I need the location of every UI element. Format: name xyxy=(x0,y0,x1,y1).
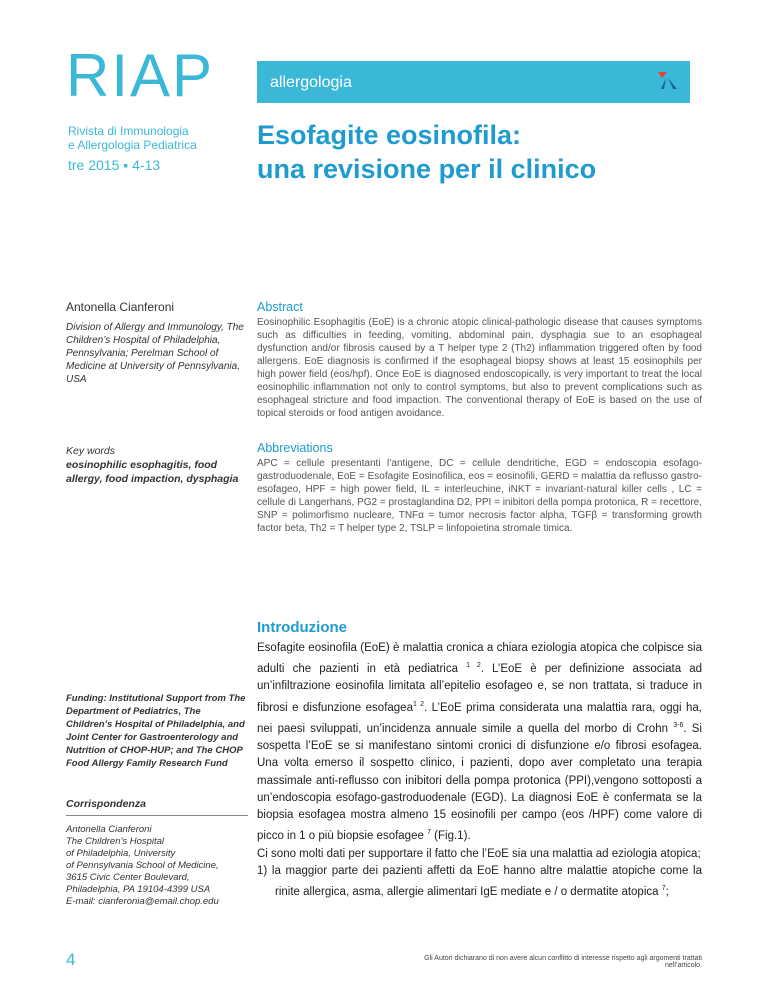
abstract-heading: Abstract xyxy=(257,300,303,314)
correspondence-label: Corrispondenza xyxy=(66,798,146,810)
text-run: la maggior parte dei pazienti affetti da EoE hanno altre malattie atopiche come la rinite allergica, asma, allergie alimentari IgE mediate e / o dermatite atopica xyxy=(271,864,702,898)
correspondence-address-line: Philadelphia, PA 19104-4399 USA xyxy=(66,884,211,895)
keywords-label: Key words xyxy=(66,445,116,457)
introduction-paragraph xyxy=(257,640,702,846)
riap-logo-mark-icon xyxy=(656,69,680,91)
section-label: allergologia xyxy=(270,74,352,91)
text-run: . L’EoE è per definizione associata ad un’infiltrazione eosinofila limitata all’epitelio esofageo e, se non trattata, si traduce in fibrosi e disfunzione esofagea xyxy=(257,663,702,714)
abbreviations-body: APC = cellule presentanti l’antigene, DC = cellule dendritiche, EGD = endoscopia esofago-gastroduodenale, EoE = Esofagite Eosinofilica, eos = eosinofili, GERD = malattia da reflusso gastro-esofageo, HPF = high power field, IL = interleuchine, iNKT = invariant-natural killer cells , LC = cellule di Langerhans, PG2 = prostaglandina D2, PPI = inibitori della pompa protonica, R = recettore, SNP = polimorfismo nucleare, TNFα = tumor necrosis factor alpha, TGFβ = transforming growth factor beta, Th2 = T helper type 2, TSLP = linfopoietina stromale timica. xyxy=(257,458,702,534)
article-title-line1: Esofagite eosinofila: xyxy=(257,120,522,150)
introduction-list xyxy=(257,863,702,901)
citation-ref: 1 2 xyxy=(412,700,424,708)
citation-ref: 1 2 xyxy=(466,662,481,670)
journal-logo: RIAP xyxy=(66,42,215,109)
correspondence-email[interactable]: E-mail: cianferonia@email.chop.edu xyxy=(66,896,219,907)
correspondence-divider xyxy=(66,815,248,816)
text-run: Esofagite eosinofila (EoE) è malattia cronica a chiara eziologia atopica che colpisce sia adulti che pazienti in età pediatrica xyxy=(257,642,702,676)
introduction-body xyxy=(257,640,702,901)
journal-subtitle-line1: Rivista di Immunologia xyxy=(68,124,189,138)
text-run: . L’EoE prima considerata una malattia rara, oggi ha, nei paesi sviluppati, un’incidenza annuale simile a quella del morbo di Crohn xyxy=(257,701,702,735)
correspondence-block xyxy=(66,824,248,908)
keywords-list: eosinophilic esophagitis, food allergy, food impaction, dysphagia xyxy=(66,459,239,485)
citation-ref: 7 xyxy=(661,885,666,893)
journal-subtitle-line2: e Allergologia Pediatrica xyxy=(68,138,197,152)
article-title-line2: una revisione per il clinico xyxy=(257,154,597,184)
introduction-paragraph: Ci sono molti dati per supportare il fatto che l’EoE sia una malattia ad eziologia atopica; xyxy=(257,847,701,860)
correspondence-address-line: 3615 Civic Center Boulevard, xyxy=(66,872,190,883)
correspondence-address-line: of Philadelphia, University xyxy=(66,848,176,859)
footer-note: Gli Autori dichiarano di non avere alcun conflitto di interesse rispetto agli argomenti trattati nell’articolo. xyxy=(424,955,702,969)
correspondence-address-line: of Pennsylvania School of Medicine, xyxy=(66,860,219,871)
citation-ref: 7 xyxy=(427,829,431,837)
journal-issue: tre 2015 ▪ 4-13 xyxy=(68,157,161,173)
list-number: 1) xyxy=(257,864,268,877)
correspondence-name: Antonella Cianferoni xyxy=(66,824,152,835)
abbreviations-heading: Abbreviations xyxy=(257,441,333,455)
text-run: ; xyxy=(665,886,669,898)
correspondence-address-line: The Children’s Hospital xyxy=(66,836,165,847)
text-run: (Fig.1). xyxy=(430,830,471,843)
funding-note: Funding: Institutional Support from The Department of Pediatrics, The Children’s Hospital of Philadelphia, and Joint Center for Gastroenterology and Nutrition of CHOP-HUP; and The CHOP Food Allergy Family Research Fund xyxy=(66,693,246,769)
page-number: 4 xyxy=(66,950,76,969)
author-name: Antonella Cianferoni xyxy=(66,300,175,314)
citation-ref: 3-6 xyxy=(673,721,684,729)
text-run: . Si sospetta l’EoE se si manifestano sintomi cronici di disfunzione e/o fibrosi esofagea. Una volta emerso il sospetto clinico, i pazienti, dopo aver completato una terapia massimale anti-reflusso con inibitori della pompa protonica (PPI),vengono sottoposti a un’endoscopia esofago-gastroduodenale (EGD). La diagnosi EoE è confermata se la biopsia esofagea mostra almeno 15 eosinofili per campo (eos /HPF) come valore di picco in 1 o più biopsie esofagee xyxy=(257,722,702,843)
abstract-body: Eosinophilic Esophagitis (EoE) is a chronic atopic clinical-pathologic disease that causes symptoms such as difficulties in feeding, vomiting, abdominal pain, dysphagia sue to an esophageal dysfunction and/or fibrosis caused by a T helper type 2 (Th2) inflammation triggered often by food allergens. EoE diagnosis is confirmed if the esophageal biopsy shows at least 15 eosinophils per high power field (eos/hpf). Once EoE is diagnosed endoscopically, is very important to treat the local eosinophilic inflammation not only to control symptoms, but also to prevent complications such as esophageal stricture and food impaction. The conventional therapy of EoE is based on the use of topical steroids or food antigen avoidance. xyxy=(257,317,702,419)
list-item xyxy=(257,863,702,901)
introduction-heading: Introduzione xyxy=(257,619,347,636)
author-affiliation: Division of Allergy and Immunology, The Children’s Hospital of Philadelphia, Pennsylvania; Perelman School of Medicine at University of Pennsylvania, USA xyxy=(66,322,244,385)
